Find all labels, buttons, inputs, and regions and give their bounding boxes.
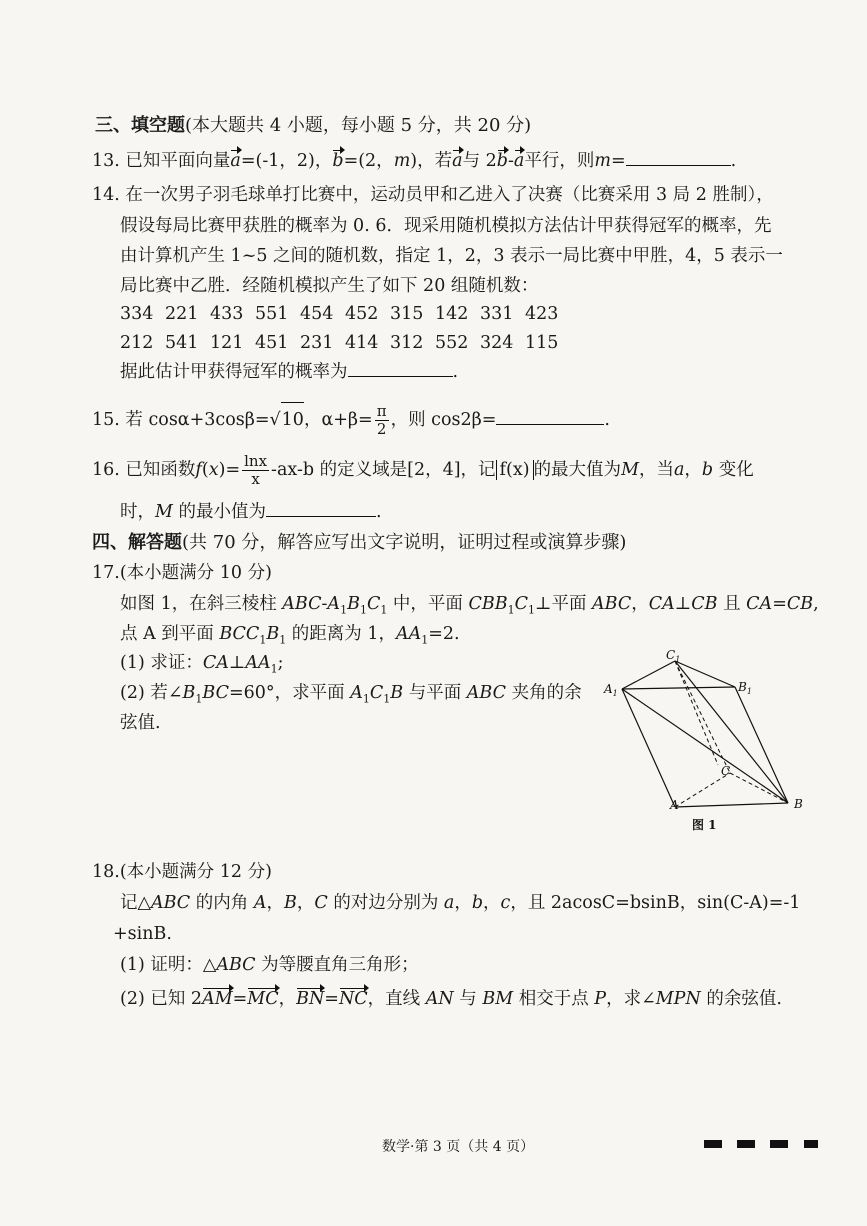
- question-18-line1: 记△ABC 的内角 A，B，C 的对边分别为 a，b，c，且 2acosC=bsinB，sin(C-A)=-1: [120, 893, 801, 913]
- question-15: 15. 若 cosα+3cosβ=√10，α+β= $\frac{\pi}{2}$ ，则 cos2β= .: [92, 402, 610, 438]
- question-17-line2: 点 A 到平面 $BCC_1B_1$ 的距离为 1，$AA_1=2$.: [120, 624, 460, 647]
- q16-answer-blank[interactable]: [266, 500, 376, 517]
- question-18-line2: +sinB.: [113, 924, 172, 944]
- q14-number: 14.: [92, 185, 120, 205]
- question-14-line3: 由计算机产生 1~5 之间的随机数，指定 1，2，3 表示一局比赛中甲胜，4，5 表示一: [120, 246, 783, 266]
- figure-1-prism: [600, 645, 815, 840]
- question-14-line4: 局比赛中乙胜．经随机模拟产生了如下 20 组随机数：: [120, 276, 539, 296]
- section3-heading: [95, 114, 531, 138]
- random-numbers-row2: 212 541 121 451 231 414 312 552 324 115: [120, 333, 559, 353]
- question-17-line1: 如图 1，在斜三棱柱 ABC-$A_1B_1C_1$ 中，平面 $CBB_1C_1\perp$平面 ABC，CA⊥CB 且 CA=CB,: [120, 594, 819, 617]
- question-17-part2-cont: 弦值.: [120, 713, 161, 733]
- footer-mark: [704, 1140, 722, 1148]
- label-c: C: [721, 764, 731, 778]
- footer-mark: [737, 1140, 755, 1148]
- section3-note: (本大题共 4 小题，每小题 5 分，共 20 分): [185, 115, 532, 136]
- page-footer: 数学·第 3 页（共 4 页）: [382, 1139, 535, 1155]
- question-18-heading: 18.(本小题满分 12 分): [92, 862, 272, 882]
- footer-mark: [804, 1140, 818, 1148]
- label-a: A: [670, 798, 679, 812]
- question-14-line2: 假设每局比赛甲获胜的概率为 0. 6．现采用随机模拟方法估计甲获得冠军的概率，先: [120, 216, 772, 236]
- q15-answer-blank[interactable]: [496, 408, 604, 425]
- question-18-part1: (1) 证明：△ABC 为等腰直角三角形；: [120, 955, 419, 975]
- footer-mark: [770, 1140, 788, 1148]
- question-14-line5: 据此估计甲获得冠军的概率为 .: [120, 362, 459, 382]
- label-b1: $B_1$: [738, 680, 752, 696]
- q13-number: 13.: [92, 151, 120, 171]
- q13-answer-blank[interactable]: [626, 149, 731, 166]
- question-17-heading: 17.(本小题满分 10 分): [92, 563, 272, 583]
- figure-caption: 图 1: [692, 818, 717, 832]
- q15-number: 15.: [92, 410, 120, 430]
- question-17-part2: (2) 若$\angle B_1BC=60^\circ$，求平面 $A_1C_1B$ 与平面 ABC 夹角的余: [120, 683, 582, 706]
- question-13: 13. 已知平面向量a=(-1，2)，b=(2，m)，若a与 2b-a平行，则m= .: [92, 151, 737, 171]
- q16-number: 16.: [92, 460, 120, 480]
- label-b: B: [794, 797, 803, 811]
- question-14-line1: 14. 在一次男子羽毛球单打比赛中，运动员甲和乙进入了决赛（比赛采用 3 局 2 胜制），: [92, 185, 774, 205]
- label-a1: $A_1$: [604, 682, 618, 698]
- q14-answer-blank[interactable]: [348, 360, 453, 377]
- section4-title: 四、解答题: [92, 532, 182, 553]
- question-16-line2: 时，M 的最小值为 .: [120, 502, 382, 522]
- question-18-part2: (2) 已知 2AM=MC，BN=NC，直线 AN 与 BM 相交于点 P，求∠MPN 的余弦值.: [120, 989, 782, 1009]
- random-numbers-row1: 334 221 433 551 454 452 315 142 331 423: [120, 304, 559, 324]
- section3-title: 三、填空题: [95, 115, 185, 136]
- label-c1: $C_1$: [666, 648, 681, 664]
- section4-note: (共 70 分，解答应写出文字说明，证明过程或演算步骤): [182, 532, 627, 553]
- question-17-part1: (1) 求证：$CA\perp AA_1$;: [120, 653, 284, 676]
- q17-number: 17.: [92, 563, 120, 583]
- q18-number: 18.: [92, 862, 120, 882]
- question-16-line1: 16. 已知函数f(x)= $\frac{\ln x}{x}$ -ax-b 的定义域是[2，4]，记 f(x) 的最大值为M，当a，b 变化: [92, 452, 754, 488]
- section4-heading: [92, 531, 626, 555]
